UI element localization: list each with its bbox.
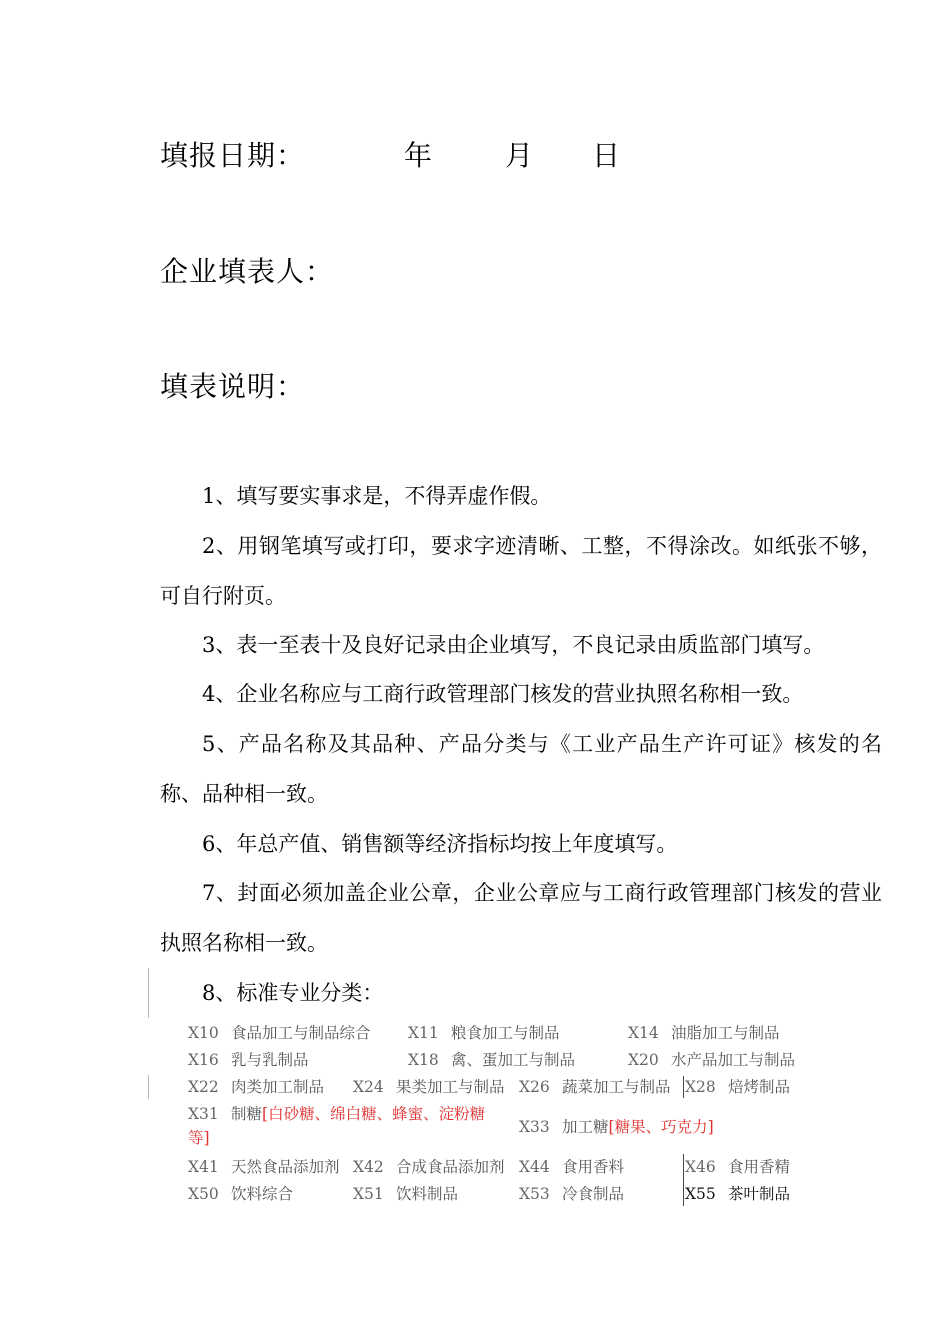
category-item: 焙烤制品: [728, 1078, 791, 1096]
category-item: X50: [188, 1185, 219, 1203]
category-item: X28: [685, 1078, 716, 1096]
category-item: 饮料制品: [396, 1185, 459, 1203]
category-item: 油脂加工与制品: [671, 1024, 780, 1042]
margin-mark: [148, 968, 149, 1018]
margin-mark: [148, 1075, 149, 1099]
instructions-heading: 填表说明：: [160, 370, 306, 403]
category-item: 等]: [188, 1129, 210, 1147]
category-item: 合成食品添加剂: [396, 1158, 505, 1176]
category-item: 冷食制品: [562, 1185, 625, 1203]
category-item: 果类加工与制品: [396, 1078, 505, 1096]
category-item: X42: [353, 1158, 384, 1176]
category-item: X14: [628, 1024, 659, 1042]
instruction-8: 8、标准专业分类：: [202, 981, 384, 1005]
instruction-6: 6、年总产值、销售额等经济指标均按上年度填写。: [202, 832, 678, 856]
category-item: X51: [353, 1185, 384, 1203]
category-item: 食用香料: [562, 1158, 625, 1176]
category-item: 天然食品添加剂: [231, 1158, 340, 1176]
category-item: X53: [519, 1185, 550, 1203]
year-label: 年: [404, 139, 433, 172]
category-item: 水产品加工与制品: [671, 1051, 796, 1069]
instruction-4: 4、企业名称应与工商行政管理部门核发的营业执照名称相一致。: [202, 682, 804, 706]
category-item: X11: [408, 1024, 439, 1042]
category-item: 食品加工与制品综合: [231, 1024, 371, 1042]
category-item: X26: [519, 1078, 550, 1096]
form-filler-label: 企业填表人：: [160, 255, 335, 288]
category-item: X44: [519, 1158, 550, 1176]
category-item: 禽、蛋加工与制品: [451, 1051, 576, 1069]
category-item: X46: [685, 1158, 716, 1176]
instruction-5: 5、产品名称及其品种、产品分类与《工业产品生产许可证》核发的名称、品种相一致。: [160, 732, 882, 806]
category-item: X41: [188, 1158, 219, 1176]
category-item: 乳与乳制品: [231, 1051, 309, 1069]
category-item: X22: [188, 1078, 219, 1096]
category-item: 饮料综合: [231, 1185, 294, 1203]
category-item: X18: [408, 1051, 439, 1069]
instruction-1: 1、填写要实事求是，不得弄虚作假。: [202, 484, 552, 508]
instruction-7: 7、封面必须加盖企业公章，企业公章应与工商行政管理部门核发的营业执照名称相一致。: [160, 881, 882, 955]
category-item: 粮食加工与制品: [451, 1024, 560, 1042]
category-item: X10: [188, 1024, 219, 1042]
category-item: X55: [685, 1185, 716, 1203]
category-item: X16: [188, 1051, 219, 1069]
category-item: 制糖[白砂糖、绵白糖、蜂蜜、淀粉糖: [231, 1105, 486, 1123]
category-item: X31: [188, 1105, 219, 1123]
instruction-2: 2、用钢笔填写或打印，要求字迹清晰、工整，不得涂改。如纸张不够，可自行附页。: [160, 534, 882, 608]
instruction-3: 3、表一至表十及良好记录由企业填写，不良记录由质监部门填写。: [202, 633, 825, 657]
column-divider: [683, 1076, 684, 1098]
day-label: 日: [592, 139, 621, 172]
category-item: X24: [353, 1078, 384, 1096]
category-item: 蔬菜加工与制品: [562, 1078, 671, 1096]
category-item: 茶叶制品: [728, 1185, 791, 1203]
column-divider: [683, 1154, 684, 1206]
category-item: X20: [628, 1051, 659, 1069]
date-label: 填报日期：: [160, 139, 306, 172]
month-label: 月: [505, 139, 534, 172]
category-item: 加工糖[糖果、巧克力]: [562, 1118, 714, 1136]
category-item: X33: [519, 1118, 550, 1136]
category-item: 食用香精: [728, 1158, 791, 1176]
category-item: 肉类加工制品: [231, 1078, 325, 1096]
